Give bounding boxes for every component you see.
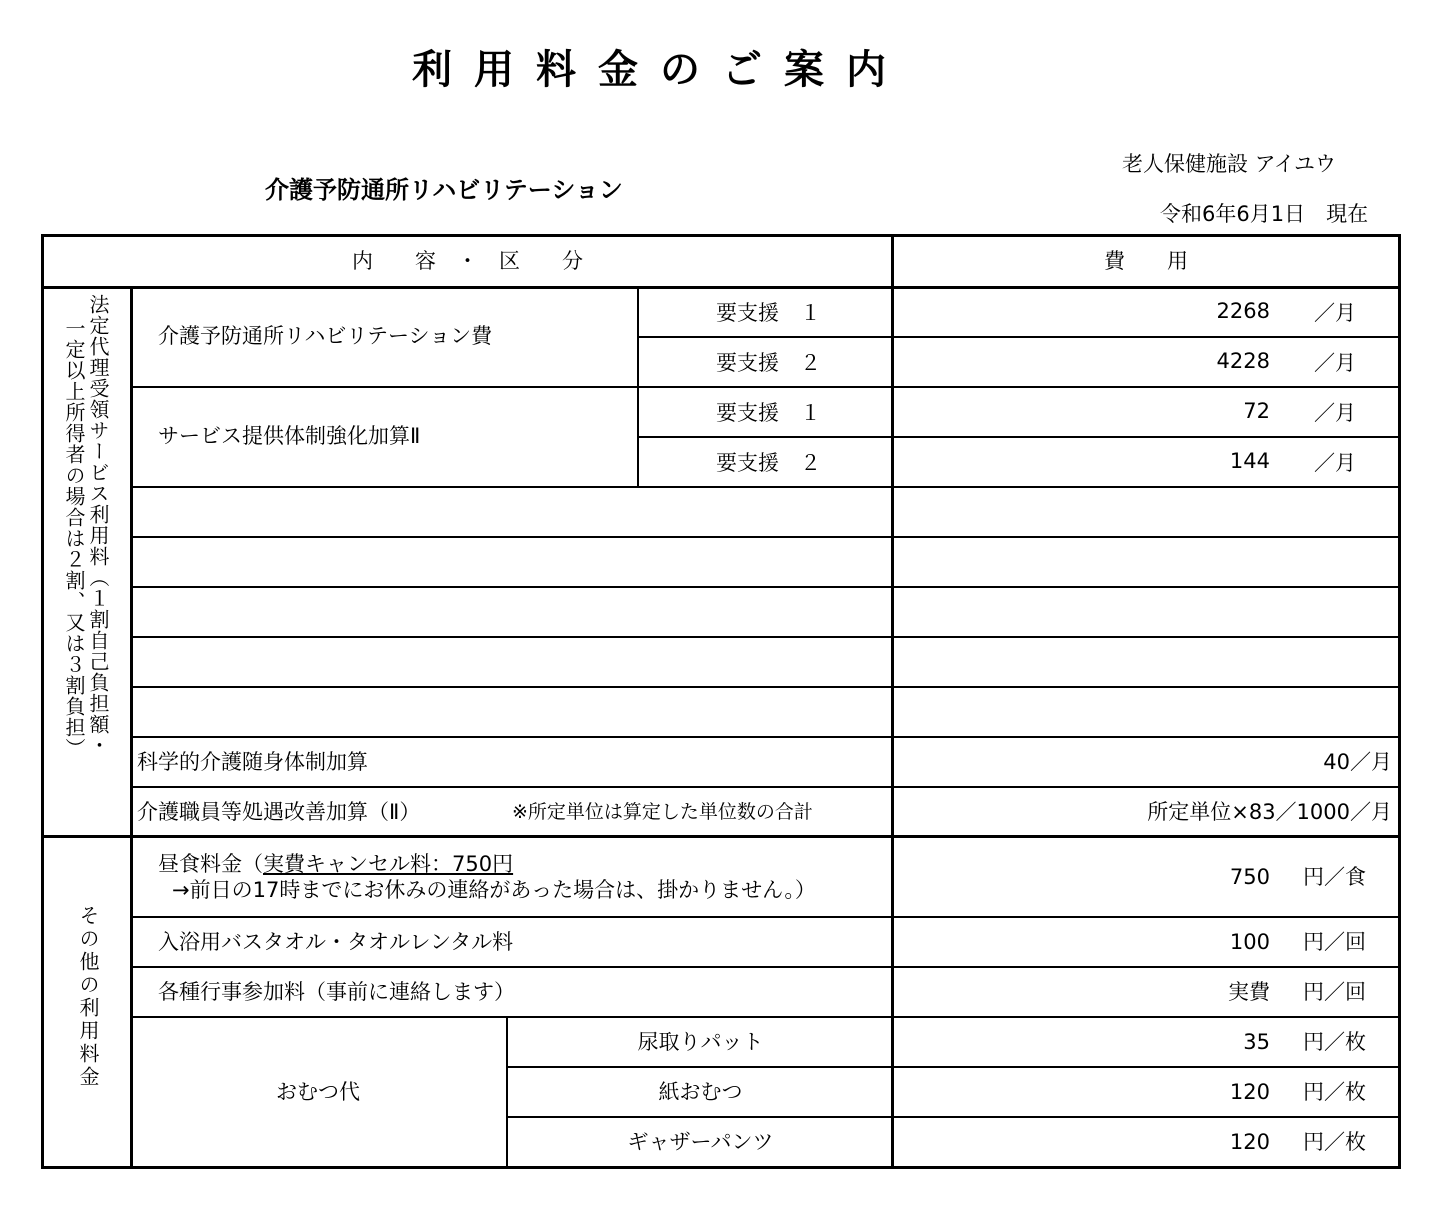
level: 要支援 ２	[716, 451, 821, 475]
header-content: 内 容 ・ 区 分	[352, 249, 583, 273]
facility-name: 老人保健施設 アイユウ	[1122, 152, 1336, 176]
amount: 4228	[1216, 349, 1270, 373]
lunch-name: 昼食料金（	[158, 852, 263, 876]
staff-addition-note: ※所定単位は算定した単位数の合計	[512, 801, 813, 823]
amount: 144	[1229, 449, 1270, 473]
amount: 実費	[1228, 980, 1270, 1004]
unit: 円／枚	[1303, 1130, 1366, 1154]
science-addition-name: 科学的介護随身体制加算	[137, 750, 368, 774]
unit: ／月	[1314, 351, 1356, 375]
amount: 750	[1229, 865, 1270, 889]
staff-addition-cost: 所定単位×83／1000／月	[1147, 800, 1392, 824]
section1-label-line2: 一定以上所得者の場合は２割、又は３割負担）	[62, 318, 86, 759]
item: 尿取りパット	[637, 1030, 764, 1054]
service-name: 介護予防通所リハビリテーション	[265, 176, 623, 204]
amount: 120	[1229, 1130, 1270, 1154]
event-name: 各種行事参加料（事前に連絡します）	[158, 980, 515, 1004]
science-addition-cost: 40／月	[1323, 750, 1392, 774]
section2-label: その他の利用料金	[76, 905, 100, 1089]
level: 要支援 １	[716, 301, 821, 325]
unit: 円／回	[1303, 980, 1366, 1004]
level: 要支援 １	[716, 401, 821, 425]
amount: 120	[1229, 1080, 1270, 1104]
amount: 2268	[1216, 299, 1270, 323]
as-of-date: 令和6年6月1日 現在	[1160, 202, 1369, 226]
unit: 円／枚	[1303, 1030, 1366, 1054]
group-name: 介護予防通所リハビリテーション費	[158, 324, 493, 348]
unit: 円／食	[1303, 865, 1366, 889]
towel-name: 入浴用バスタオル・タオルレンタル料	[158, 930, 514, 954]
page-title: 利用料金のご案内	[412, 47, 908, 93]
item: ギャザーパンツ	[627, 1130, 774, 1154]
unit: ／月	[1314, 451, 1356, 475]
level: 要支援 ２	[716, 351, 821, 375]
unit: ／月	[1314, 401, 1356, 425]
group-name: サービス提供体制強化加算Ⅱ	[158, 424, 421, 448]
unit: 円／回	[1303, 930, 1366, 954]
amount: 100	[1229, 930, 1270, 954]
amount: 35	[1243, 1030, 1270, 1054]
unit: 円／枚	[1303, 1080, 1366, 1104]
header-cost: 費 用	[1104, 249, 1188, 273]
lunch-note: →前日の17時までにお休みの連絡があった場合は、掛かりません。）	[172, 878, 816, 902]
staff-addition-name: 介護職員等処遇改善加算（Ⅱ）	[137, 800, 421, 824]
diaper-name: おむつ代	[276, 1080, 360, 1104]
amount: 72	[1243, 399, 1270, 423]
lunch-cancel-fee: 実費キャンセル料：750円	[263, 852, 514, 876]
unit: ／月	[1314, 301, 1356, 325]
section1-label-line1: 法定代理受領サービス利用料（１割自己負担額・	[86, 294, 110, 756]
item: 紙おむつ	[658, 1080, 743, 1104]
